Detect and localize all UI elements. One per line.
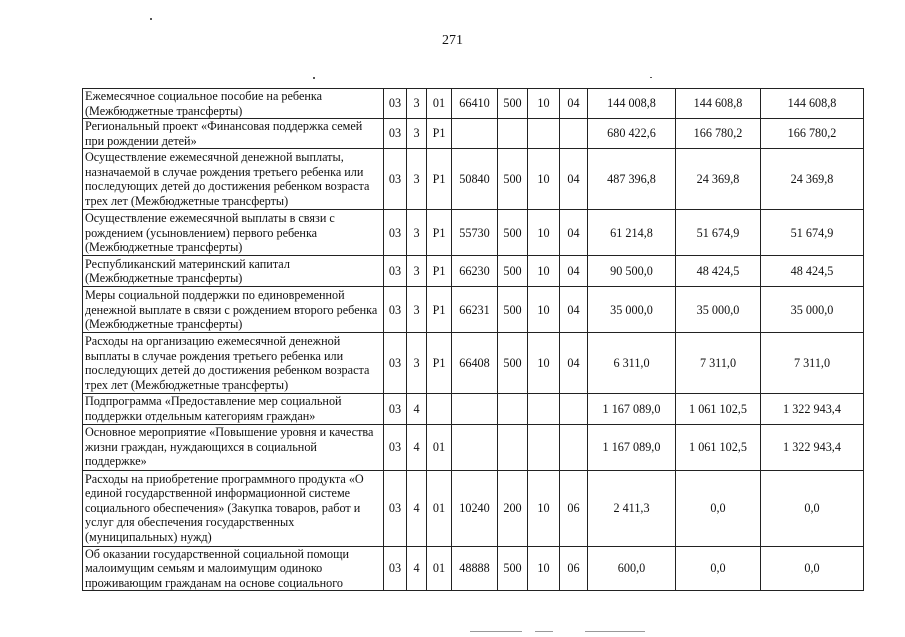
program-code-cell: 03 <box>384 89 407 119</box>
program-code-cell: 03 <box>384 424 407 470</box>
event-code-cell: P1 <box>427 333 452 394</box>
amount-year2-cell: 51 674,9 <box>676 210 761 256</box>
section-cell: 10 <box>528 287 560 333</box>
expense-type-cell: 500 <box>498 546 528 591</box>
amount-year3-cell: 48 424,5 <box>761 256 864 287</box>
table-row <box>83 333 864 394</box>
section-cell: 10 <box>528 470 560 546</box>
event-code-cell: P1 <box>427 119 452 149</box>
table-row <box>83 424 864 470</box>
scan-line <box>585 631 645 632</box>
amount-year2-cell: 35 000,0 <box>676 287 761 333</box>
subprogram-code-cell: 3 <box>407 287 427 333</box>
program-code-cell: 03 <box>384 149 407 210</box>
expense-type-cell: 500 <box>498 149 528 210</box>
row-description: Расходы на приобретение программного продукта «О единой государственной информационной системе социального обеспечения» (Закупка товаров, работ и услуг для обеспечения государственных (муниципальных) нужд) <box>83 470 384 546</box>
scan-speck <box>650 77 652 78</box>
table-row <box>83 287 864 333</box>
event-code-cell <box>427 394 452 424</box>
row-description: Основное мероприятие «Повышение уровня и качества жизни граждан, нуждающихся в социальной поддержке» <box>83 424 384 470</box>
event-code-cell: P1 <box>427 287 452 333</box>
amount-year2-cell: 24 369,8 <box>676 149 761 210</box>
section-cell: 10 <box>528 210 560 256</box>
direction-code-cell <box>452 119 498 149</box>
expense-type-cell: 500 <box>498 287 528 333</box>
subsection-cell: 04 <box>560 256 588 287</box>
subsection-cell: 06 <box>560 546 588 591</box>
amount-year3-cell: 1 322 943,4 <box>761 394 864 424</box>
event-code-cell: P1 <box>427 210 452 256</box>
section-cell: 10 <box>528 149 560 210</box>
expense-type-cell <box>498 424 528 470</box>
scan-line <box>470 631 522 632</box>
amount-year2-cell: 1 061 102,5 <box>676 424 761 470</box>
event-code-cell: 01 <box>427 546 452 591</box>
subprogram-code-cell: 4 <box>407 546 427 591</box>
direction-code-cell: 66410 <box>452 89 498 119</box>
table-row <box>83 546 864 591</box>
table-body <box>83 89 864 591</box>
amount-year2-cell: 48 424,5 <box>676 256 761 287</box>
amount-year3-cell: 0,0 <box>761 470 864 546</box>
program-code-cell: 03 <box>384 256 407 287</box>
subsection-cell <box>560 119 588 149</box>
direction-code-cell: 50840 <box>452 149 498 210</box>
subsection-cell: 04 <box>560 287 588 333</box>
amount-year2-cell: 166 780,2 <box>676 119 761 149</box>
table-row <box>83 89 864 119</box>
expense-type-cell: 500 <box>498 210 528 256</box>
amount-year1-cell: 680 422,6 <box>588 119 676 149</box>
direction-code-cell <box>452 394 498 424</box>
subsection-cell: 04 <box>560 333 588 394</box>
amount-year1-cell: 6 311,0 <box>588 333 676 394</box>
direction-code-cell <box>452 424 498 470</box>
table-row <box>83 119 864 149</box>
budget-table <box>82 88 864 591</box>
table-row <box>83 394 864 424</box>
direction-code-cell: 66230 <box>452 256 498 287</box>
amount-year1-cell: 2 411,3 <box>588 470 676 546</box>
subsection-cell: 06 <box>560 470 588 546</box>
direction-code-cell: 10240 <box>452 470 498 546</box>
direction-code-cell: 66408 <box>452 333 498 394</box>
expense-type-cell <box>498 394 528 424</box>
expense-type-cell: 500 <box>498 256 528 287</box>
subsection-cell: 04 <box>560 210 588 256</box>
direction-code-cell: 48888 <box>452 546 498 591</box>
table-row <box>83 470 864 546</box>
program-code-cell: 03 <box>384 546 407 591</box>
program-code-cell: 03 <box>384 470 407 546</box>
subprogram-code-cell: 3 <box>407 149 427 210</box>
subsection-cell <box>560 424 588 470</box>
expense-type-cell: 500 <box>498 333 528 394</box>
row-description: Ежемесячное социальное пособие на ребенка (Межбюджетные трансферты) <box>83 89 384 119</box>
subprogram-code-cell: 4 <box>407 470 427 546</box>
section-cell <box>528 424 560 470</box>
amount-year3-cell: 51 674,9 <box>761 210 864 256</box>
subprogram-code-cell: 4 <box>407 394 427 424</box>
amount-year2-cell: 7 311,0 <box>676 333 761 394</box>
subprogram-code-cell: 3 <box>407 256 427 287</box>
event-code-cell: 01 <box>427 89 452 119</box>
program-code-cell: 03 <box>384 287 407 333</box>
direction-code-cell: 66231 <box>452 287 498 333</box>
subsection-cell: 04 <box>560 89 588 119</box>
amount-year2-cell: 0,0 <box>676 470 761 546</box>
amount-year1-cell: 1 167 089,0 <box>588 394 676 424</box>
scan-speck <box>150 18 152 20</box>
amount-year1-cell: 35 000,0 <box>588 287 676 333</box>
program-code-cell: 03 <box>384 210 407 256</box>
section-cell: 10 <box>528 89 560 119</box>
expense-type-cell: 200 <box>498 470 528 546</box>
subprogram-code-cell: 3 <box>407 89 427 119</box>
program-code-cell: 03 <box>384 394 407 424</box>
section-cell: 10 <box>528 546 560 591</box>
subprogram-code-cell: 3 <box>407 210 427 256</box>
amount-year3-cell: 0,0 <box>761 546 864 591</box>
row-description: Подпрограмма «Предоставление мер социальной поддержки отдельным категориям граждан» <box>83 394 384 424</box>
amount-year1-cell: 144 008,8 <box>588 89 676 119</box>
event-code-cell: P1 <box>427 256 452 287</box>
amount-year1-cell: 600,0 <box>588 546 676 591</box>
event-code-cell: P1 <box>427 149 452 210</box>
table-row <box>83 149 864 210</box>
subprogram-code-cell: 3 <box>407 119 427 149</box>
amount-year2-cell: 1 061 102,5 <box>676 394 761 424</box>
event-code-cell: 01 <box>427 470 452 546</box>
row-description: Региональный проект «Финансовая поддержка семей при рождении детей» <box>83 119 384 149</box>
scan-line <box>535 631 553 632</box>
expense-type-cell: 500 <box>498 89 528 119</box>
scan-speck <box>313 77 315 79</box>
amount-year3-cell: 1 322 943,4 <box>761 424 864 470</box>
amount-year1-cell: 61 214,8 <box>588 210 676 256</box>
section-cell: 10 <box>528 333 560 394</box>
section-cell <box>528 394 560 424</box>
row-description: Осуществление ежемесячной выплаты в связи с рождением (усыновлением) первого ребенка (Межбюджетные трансферты) <box>83 210 384 256</box>
amount-year3-cell: 7 311,0 <box>761 333 864 394</box>
subsection-cell <box>560 394 588 424</box>
amount-year2-cell: 144 608,8 <box>676 89 761 119</box>
section-cell: 10 <box>528 256 560 287</box>
row-description: Осуществление ежемесячной денежной выплаты, назначаемой в случае рождения третьего ребенка или последующих детей до достижения ребенком возраста трех лет (Межбюджетные трансферты) <box>83 149 384 210</box>
table-row <box>83 256 864 287</box>
amount-year3-cell: 144 608,8 <box>761 89 864 119</box>
subprogram-code-cell: 4 <box>407 424 427 470</box>
amount-year3-cell: 35 000,0 <box>761 287 864 333</box>
section-cell <box>528 119 560 149</box>
amount-year1-cell: 90 500,0 <box>588 256 676 287</box>
row-description: Об оказании государственной социальной помощи малоимущим семьям и малоимущим одиноко проживающим гражданам на основе социального <box>83 546 384 591</box>
row-description: Меры социальной поддержки по единовременной денежной выплате в связи с рождением второго ребенка (Межбюджетные трансферты) <box>83 287 384 333</box>
table-row <box>83 210 864 256</box>
amount-year1-cell: 1 167 089,0 <box>588 424 676 470</box>
row-description: Расходы на организацию ежемесячной денежной выплаты в случае рождения третьего ребенка или последующих детей до достижения ребенком возраста трех лет (Межбюджетные трансферты) <box>83 333 384 394</box>
direction-code-cell: 55730 <box>452 210 498 256</box>
event-code-cell: 01 <box>427 424 452 470</box>
amount-year3-cell: 166 780,2 <box>761 119 864 149</box>
amount-year1-cell: 487 396,8 <box>588 149 676 210</box>
amount-year3-cell: 24 369,8 <box>761 149 864 210</box>
expense-type-cell <box>498 119 528 149</box>
subsection-cell: 04 <box>560 149 588 210</box>
row-description: Республиканский материнский капитал (Межбюджетные трансферты) <box>83 256 384 287</box>
program-code-cell: 03 <box>384 119 407 149</box>
subprogram-code-cell: 3 <box>407 333 427 394</box>
page-number: 271 <box>442 33 463 48</box>
amount-year2-cell: 0,0 <box>676 546 761 591</box>
program-code-cell: 03 <box>384 333 407 394</box>
